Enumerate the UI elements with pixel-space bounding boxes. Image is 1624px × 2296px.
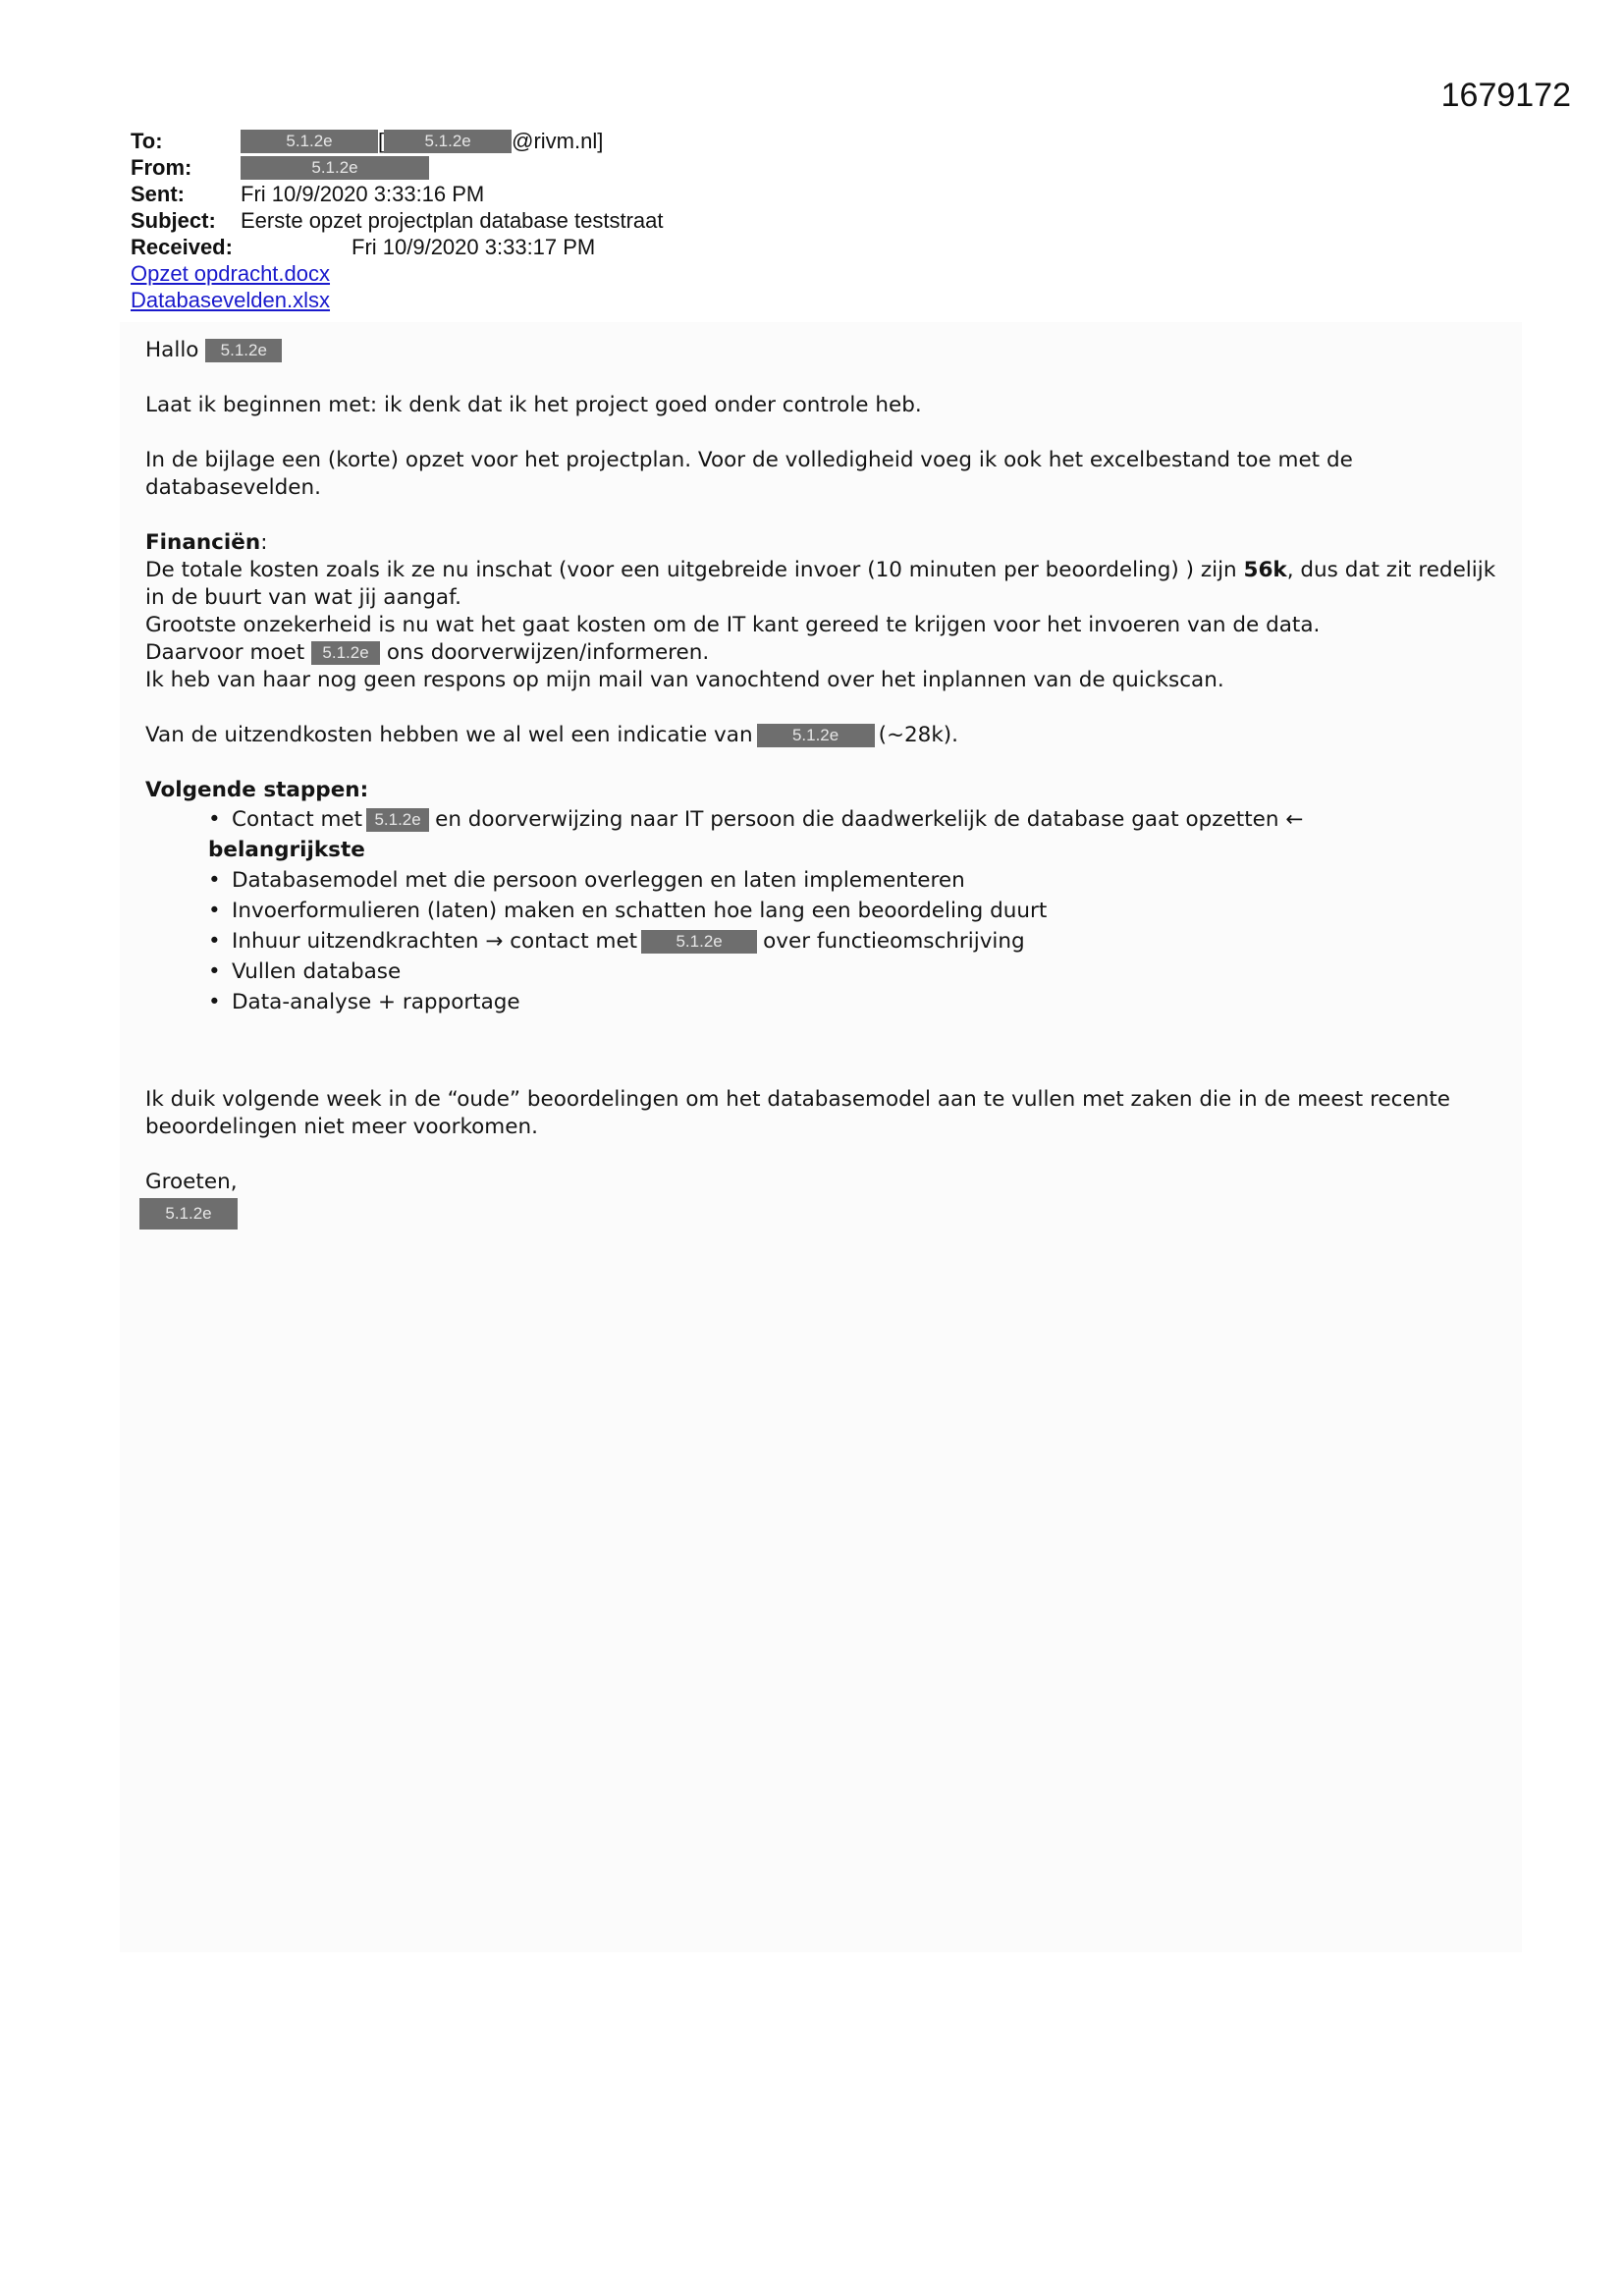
attachment-list [131, 260, 1014, 313]
list-item: • Data-analyse + rapportage [208, 990, 520, 1014]
to-row [131, 128, 1014, 154]
redaction-box: 5.1.2e [241, 130, 378, 153]
redaction-box: 5.1.2e [641, 930, 757, 954]
paragraph-intro: Laat ik beginnen met: ik denk dat ik het project goed onder controle heb. [145, 393, 922, 417]
finance-line-response: Ik heb van haar nog geen respons op mijn mail van vanochtend over het inplannen van de quickscan. [145, 668, 1224, 692]
redaction-box: 5.1.2e [384, 130, 512, 153]
subject-label: Subject: [131, 208, 216, 233]
message-body [145, 337, 1500, 1230]
document-number: 1679172 [1440, 77, 1571, 114]
greeting [145, 337, 1500, 364]
list-item: • Invoerformulieren (laten) maken en schatten hoe lang een beoordeling duurt [208, 899, 1048, 923]
finance-line-referral: Daarvoor moet 5.1.2e ons doorverwijzen/informeren. [145, 640, 710, 665]
from-row [131, 154, 1014, 181]
redaction-box: 5.1.2e [241, 156, 429, 180]
to-domain: @rivm.nl] [512, 129, 604, 153]
redaction-box: 5.1.2e [311, 641, 380, 665]
received-label: Received: [131, 235, 233, 259]
paragraph-attachment: In de bijlage een (korte) opzet voor het projectplan. Voor de volledigheid voeg ik ook het excelbestand toe met de databasevelden. [145, 448, 1353, 500]
sent-value: Fri 10/9/2020 3:33:16 PM [241, 182, 485, 206]
signature [139, 1198, 1500, 1230]
received-value: Fri 10/9/2020 3:33:17 PM [352, 235, 596, 259]
subject-row [131, 207, 1014, 234]
sent-label: Sent: [131, 182, 185, 206]
signoff: Groeten, [145, 1170, 238, 1194]
to-bracket: [ [378, 129, 385, 153]
to-label: To: [131, 129, 163, 153]
redaction-box: 5.1.2e [139, 1198, 238, 1230]
finance-line-uncertainty: Grootste onzekerheid is nu wat het gaat kosten om de IT kant gereed te krijgen voor het invoeren van de data. [145, 613, 1321, 637]
received-row [131, 234, 1014, 260]
list-item: • Inhuur uitzendkrachten → contact met 5.1.2e over functieomschrijving [208, 929, 1025, 954]
attachment-link-docx[interactable]: Opzet opdracht.docx [131, 261, 331, 286]
sent-row [131, 181, 1014, 207]
finance-heading: Financiën: [145, 530, 268, 555]
steps-list [145, 804, 1500, 1017]
redaction-box: 5.1.2e [366, 808, 429, 832]
attachment-link-xlsx[interactable]: Databasevelden.xlsx [131, 288, 331, 312]
list-item: • Vullen database [208, 959, 402, 984]
paragraph-closing: Ik duik volgende week in de “oude” beoordelingen om het databasemodel aan te vullen met zaken die in de meest recente beoordelingen niet meer voorkomen. [145, 1087, 1451, 1139]
redaction-box: 5.1.2e [757, 724, 875, 747]
greeting-text: Hallo [145, 338, 199, 362]
finance-line-costs: De totale kosten zoals ik ze nu inschat (voor een uitgebreide invoer (10 minuten per beoordeling) ) zijn 56k, dus dat zit redelijk in de buurt van wat jij aangaf. [145, 558, 1496, 610]
list-item: • Databasemodel met die persoon overleggen en laten implementeren [208, 868, 965, 893]
paragraph-uitzendkosten: Van de uitzendkosten hebben we al wel een indicatie van 5.1.2e (~28k). [145, 723, 959, 747]
steps-heading: Volgende stappen: [145, 778, 369, 802]
redaction-box: 5.1.2e [205, 339, 282, 362]
from-label: From: [131, 155, 192, 180]
subject-value: Eerste opzet projectplan database teststraat [241, 208, 664, 233]
email-header [131, 128, 1014, 313]
finance-section [145, 529, 1500, 694]
list-item: • Contact met 5.1.2e en doorverwijzing naar IT persoon die daadwerkelijk de database gaat opzetten ← belangrijkste [208, 807, 1304, 862]
